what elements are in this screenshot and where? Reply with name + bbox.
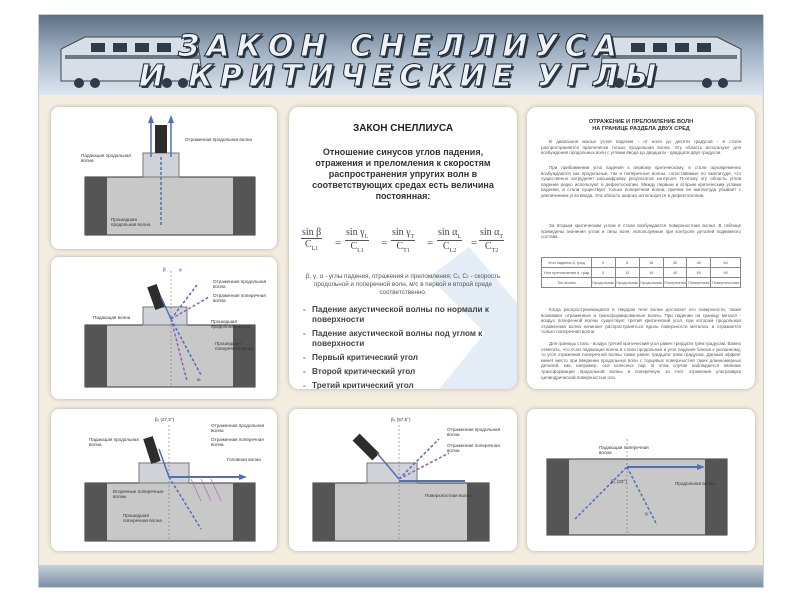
diagram-panel-oblique-incidence [51,257,277,399]
reflection-refraction-panel [527,107,755,389]
table-row: Угол падения β, град 0 8 18 30 40 64 [542,258,741,268]
reflected-shear-label: Отраженная поперечная волна [447,443,500,453]
paragraph: За вторым критическим углом в стали возбуждается поверхностная волна. В таблице приведены значения углов и типы волн, используемые при контроле деталей подвижного состава. [541,223,741,240]
poster-title-line2: И КРИТИЧЕСКИЕ УГЛЫ [138,59,664,94]
topics-list [303,305,509,389]
table-row: Тип волны Продольная Продольная Продольная Поперечная Поперечная Поверхностная [542,278,741,288]
reflected-shear-label: Отраженная поперечная волна [213,293,266,303]
paragraph: Для границы сталь - воздух третий критический угол равен тридцати трем градусам. Важно отметить, что если падающая волна в стали продольная и угол падения близок к указанному, то угол отражения поперечной волны также равен тридцати трем градусам. Данный эффект имеет место при введении продольных волн с торцевых поверхностей таких длинномерных деталей, как, например, оси колесных пар. В этом случае наблюдается явление трансформации продольной волны в поперечную за счет отражения ультразвука цилиндрической поверхностью оси. [541,341,741,380]
poster-title-line1: ЗАКОН СНЕЛЛИУСА [177,29,625,64]
transmitted-shear-label: Прошедшая поперечная волна [123,513,162,523]
reflection-refraction-title: ОТРАЖЕНИЕ И ПРЕЛОМЛЕНИЕ ВОЛН НА ГРАНИЦЕ РАЗДЕЛА ДВУХ СРЕД [588,119,694,132]
beta3-angle-label: β₃ (33°) [611,479,627,484]
diagram-panel-normal-incidence [51,107,277,249]
beta1-angle-label: β₁ (27,5°) [155,417,175,422]
formula-fraction-3: $\frac{\sin \gamma_T}{C_{T1}}$ [392,227,415,254]
snell-law-title: ЗАКОН СНЕЛЛИУСА [352,123,454,134]
angles-table [541,257,741,288]
list-item: - Второй критический угол [303,367,509,377]
third-critical-angle-diagram [527,409,755,551]
secondary-shear-label: Вторичные поперечные волны [113,489,164,499]
gamma-angle-label: γₗ [179,267,183,272]
longitudinal-wave-label: Продольная волна [675,481,715,486]
snell-formula: $\frac{\text{sin β}}{C_{L1}}$ = $\frac{\sin \gamma_L}{C_{L1}}$ = $\frac{\sin \gamma_T}{C_{T1}}$ = $\frac{\sin \alpha_L}{C_{L2}}$ = $\frac{\sin \alpha_T}{C_{T2}}$ [302,227,504,254]
transmitted-shear-label: Прошедшая поперечная волна [215,341,254,351]
reflected-shear-label: Отраженная поперечная волна [211,437,264,447]
beta-angle-label: β [163,267,166,272]
gamma-t-label: γₜ [645,511,649,516]
incident-shear-label: Падающая поперечная волна [599,445,649,455]
incident-longitudinal-label: Падающая продольная волна [81,153,131,163]
snell-law-panel [289,107,517,389]
paragraph: В диапазоне малых углов падения - от ноля до десяти градусов - в стали распространяется практически только продольная волна. Эту область используют для возбуждения продольных волн с углами ввода до двадцати - двадцати двух градусов. [541,139,741,156]
formula-fraction-5: $\frac{\sin \alpha_T}{C_{T2}}$ [480,227,504,254]
list-item: - Третий критический угол [303,381,509,389]
surface-wave-label: Поверхностная волна [425,493,472,498]
list-item: - Падение акустической волны по нормали к поверхности [303,305,509,325]
formula-fraction-2: $\frac{\sin \gamma_L}{C_{L1}}$ [346,227,369,254]
head-wave-label: Головная волна [227,457,261,462]
normal-incidence-diagram [51,107,277,249]
beta2-angle-label: β₂ (57,5°) [391,417,411,422]
formula-fraction-1: $\frac{\text{sin β}}{C_{L1}}$ [302,227,322,252]
paragraph: При приближении угла падения к первому критическому, в стали одновременно возбуждаются как продольные, так и поперечные волны, сопоставимые по амплитуде, что существенно затрудняет расшифровку результатов контроля. Поэтому эту область углов падения редко используют в дефектоскопии. Между первым и вторым критическим углами падения, в стали существует только поперечная волна, причем ее амплитуда убывает с увеличением угла ввода. Эта область широко используется в дефектоскопии. [541,165,741,198]
header-banner [39,15,763,95]
list-item: - Первый критический угол [303,353,509,363]
paragraph: Когда распространяющаяся в твердом теле волна достигает его поверхности, также возникают отраженные и трансформированные волны. При падении на границу металл - воздух поперечной волны существует третий критический угол, при котором продольная отраженная волна начинает распространяться вдоль поверхности металла, а отражается только поперечная волна. [541,307,741,335]
list-item: - Падение акустической волны под углом к поверхности [303,329,509,349]
alpha-angle-label: αₜ [197,377,202,382]
reflected-longitudinal-label: Отраженная продольная волна [213,279,267,289]
snell-law-statement: Отношение синусов углов падения, отражения и преломления к скоростям распространения упругих волн в соответствующих средах есть величина постоянная: [312,147,494,201]
diagram-panel-third-critical [527,409,755,551]
reflected-longitudinal-label: Отраженная продольная волна [211,423,265,433]
transmitted-longitudinal-label: Прошедшая продольная волна [211,319,251,329]
transmitted-longitudinal-label: Прошедшая продольная волна [111,217,151,227]
reflected-longitudinal-label: Отраженная продольная волна [185,137,252,142]
table-row: Угол преломления α, град 0 12 19 40 65 90 [542,268,741,278]
formula-description: β, γ, α - углы падения, отражения и преломления; Cₗ, Cₜ - скорость продольной и поперечной волн, м/с в первой и второй среде соответственно. [305,273,501,296]
diagram-panel-first-critical [51,409,277,551]
footer-bar [39,565,763,587]
incident-longitudinal-label: Падающая продольная волна [89,437,139,447]
incident-wave-label: Падающая волна [93,315,131,320]
reflected-longitudinal-label: Отраженная продольная волна [447,427,501,437]
formula-fraction-4: $\frac{\sin \alpha_L}{C_{L2}}$ [438,227,462,254]
diagram-panel-second-critical [289,409,517,551]
poster [38,14,764,588]
